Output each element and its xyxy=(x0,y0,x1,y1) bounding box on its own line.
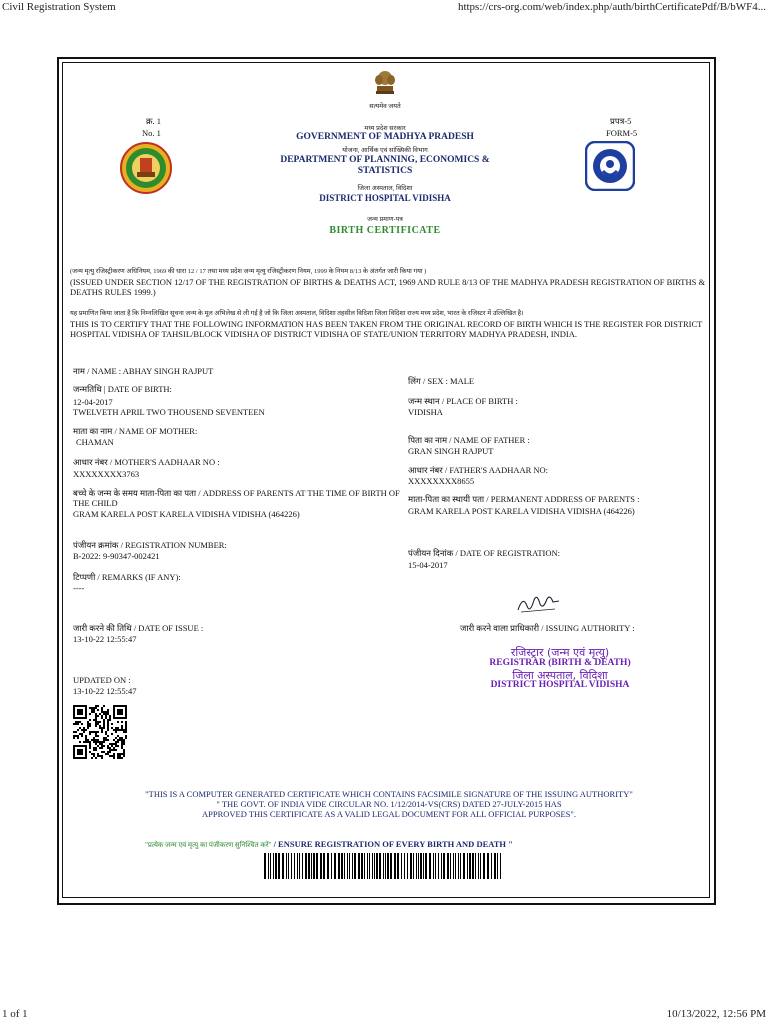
national-emblem-icon xyxy=(368,68,402,102)
mother-label: माता का नाम / NAME OF MOTHER: xyxy=(73,426,198,436)
mother-value: CHAMAN xyxy=(76,437,114,447)
reg-date-label: पंजीयन दिनांक / DATE OF REGISTRATION: xyxy=(408,548,560,558)
address-birth-value: GRAM KARELA POST KARELA VIDISHA VIDISHA (464226) xyxy=(73,509,300,519)
slogan-hi: "प्रत्येक जन्म एवं मृत्यु का पंजीकरण सुनिश्चित करें" xyxy=(145,841,272,849)
address-birth-label: बच्चे के जन्म के समय माता-पिता का पता / ADDRESS OF PARENTS AT THE TIME OF BIRTH OF xyxy=(73,488,400,498)
certify-hi: यह प्रमाणित किया जाता है कि निम्नलिखित सूचना जन्म के मूल अभिलेख से ली गई है जो कि जिला अस्पताल, विदिशा तहसील विदिशा जिला विदिशा राज्य मध्य प्रदेश, भारत के रजिस्टर में उल्लिखित है। xyxy=(70,310,524,317)
registrar-hi: रजिस्ट्रार (जन्म एवं मृत्यु) xyxy=(510,646,610,659)
govt-hi: मध्य प्रदेश सरकार xyxy=(364,125,406,132)
father-aadhaar-label: आधार नंबर / FATHER'S AADHAAR NO: xyxy=(408,465,549,475)
dept-name-line2: STATISTICS xyxy=(357,166,413,176)
father-label: पिता का नाम / NAME OF FATHER : xyxy=(408,435,530,445)
address-birth-label-2: THE CHILD xyxy=(73,498,118,508)
issued-under-hi: (जन्म मृत्यु रजिस्ट्रीकरण अधिनियम, 1969 की धारा 12 / 17 तथा मध्य प्रदेश जन्म मृत्यु रजिस्ट्रीकरण नियम, 1999 के नियम 8/13 के अंतर्गत जारी किया गया ) xyxy=(70,268,427,275)
registrar-hospital-hi: जिला अस्पताल, विदिशा xyxy=(512,669,608,682)
serial-number: No. 1 xyxy=(142,128,161,138)
dept-name-line1: DEPARTMENT OF PLANNING, ECONOMICS & xyxy=(280,155,490,165)
barcode-icon xyxy=(264,853,504,879)
footer-line-3: APPROVED THIS CERTIFICATE AS A VALID LEGAL DOCUMENT FOR ALL OFFICIAL PURPOSES". xyxy=(201,809,577,819)
father-value: GRAN SINGH RAJPUT xyxy=(408,446,494,456)
perm-address-label: माता-पिता का स्थायी पता / PERMANENT ADDRESS OF PARENTS : xyxy=(408,494,640,504)
reg-no-value: B-2022: 9-90347-002421 xyxy=(73,551,160,561)
signature-icon xyxy=(515,590,561,616)
hospital-name: DISTRICT HOSPITAL VIDISHA xyxy=(319,193,451,203)
name-field: नाम / NAME : ABHAY SINGH RAJPUT xyxy=(73,366,214,376)
footer-line-1: "THIS IS A COMPUTER GENERATED CERTIFICATE WHICH CONTAINS FACSIMILE SIGNATURE OF THE ISSUING AUTHORITY" xyxy=(145,789,633,799)
title-hi: जन्म प्रमाण-पत्र xyxy=(367,216,403,223)
pob-value: VIDISHA xyxy=(408,407,443,417)
registrar-title: REGISTRAR (BIRTH & DEATH) xyxy=(489,658,631,668)
planning-dept-logo-icon xyxy=(585,141,635,191)
remarks-value: ---- xyxy=(73,583,85,593)
reg-no-label: पंजीयन क्रमांक / REGISTRATION NUMBER: xyxy=(73,540,227,550)
slogan-en: / ENSURE REGISTRATION OF EVERY BIRTH AND DEATH " xyxy=(271,839,513,849)
emblem-caption: सत्यमेव जयते xyxy=(369,103,401,110)
mother-aadhaar-label: आधार नंबर / MOTHER'S AADHAAR NO : xyxy=(73,457,220,467)
form-number: FORM-5 xyxy=(606,128,638,138)
perm-address-value: GRAM KARELA POST KARELA VIDISHA VIDISHA (464226) xyxy=(408,506,635,516)
dob-value: 12-04-2017 xyxy=(73,397,113,407)
registrar-hospital: DISTRICT HOSPITAL VIDISHA xyxy=(490,680,630,690)
issued-under-text: (ISSUED UNDER SECTION 12/17 OF THE REGISTRATION OF BIRTHS & DEATHS ACT, 1969 AND RULE 8/13 OF THE MADHYA PRADESH REGISTRATION OF BIRTHS & DEATHS RULES 1999.) xyxy=(70,277,706,297)
mother-aadhaar-value: XXXXXXXX3763 xyxy=(73,469,140,479)
print-title: Civil Registration System xyxy=(2,1,116,13)
slogan xyxy=(145,834,665,852)
dob-words: TWELVETH APRIL TWO THOUSEND SEVENTEEN xyxy=(73,407,265,417)
pob-label: जन्म स्थान / PLACE OF BIRTH : xyxy=(408,396,518,406)
print-page-number: 1 of 1 xyxy=(2,1008,28,1020)
dept-hi: योजना, आर्थिक एवं सांख्यिकी विभाग xyxy=(342,147,428,154)
qr-code-icon xyxy=(73,705,127,759)
updated-value: 13-10-22 12:55:47 xyxy=(73,686,137,696)
issuing-authority-label: जारी करने वाला प्राधिकारी / ISSUING AUTHORITY : xyxy=(460,623,635,633)
issue-date-label: जारी करने की तिथि / DATE OF ISSUE : xyxy=(73,623,204,633)
certificate-title: BIRTH CERTIFICATE xyxy=(329,225,441,236)
form-hi: प्रपत्र-5 xyxy=(610,116,632,126)
sex-field: लिंग / SEX : MALE xyxy=(408,376,475,386)
updated-label: UPDATED ON : xyxy=(73,675,131,685)
remarks-label: टिप्पणी / REMARKS (IF ANY): xyxy=(73,572,181,582)
print-url: https://crs-org.com/web/index.php/auth/birthCertificatePdf/B/bWF4... xyxy=(457,1,766,13)
hospital-hi: जिला अस्पताल, विदिशा xyxy=(357,185,413,192)
govt-name: GOVERNMENT OF MADHYA PRADESH xyxy=(296,132,474,142)
mp-govt-logo-icon xyxy=(120,142,172,194)
footer-line-2: " THE GOVT. OF INDIA VIDE CIRCULAR NO. 1/12/2014-VS(CRS) DATED 27-JULY-2015 HAS xyxy=(216,799,562,809)
certify-text: THIS IS TO CERTIFY THAT THE FOLLOWING INFORMATION HAS BEEN TAKEN FROM THE ORIGINAL RECORD OF BIRTH WHICH IS THE REGISTER FOR DISTRICT HOSPITAL VIDISHA OF TAHSIL/BLOCK VIDISHA OF DISTRICT VIDISHA OF STATE/UNION TERRITORY MADHYA PRADESH, INDIA. xyxy=(70,319,703,339)
father-aadhaar-value: XXXXXXXX8655 xyxy=(408,476,475,486)
print-datetime: 10/13/2022, 12:56 PM xyxy=(666,1008,766,1020)
issue-date-value: 13-10-22 12:55:47 xyxy=(73,634,137,644)
reg-date-value: 15-04-2017 xyxy=(408,560,448,570)
serial-hi: क्र. 1 xyxy=(146,116,162,126)
dob-label: जन्मतिथि | DATE OF BIRTH: xyxy=(73,384,172,394)
